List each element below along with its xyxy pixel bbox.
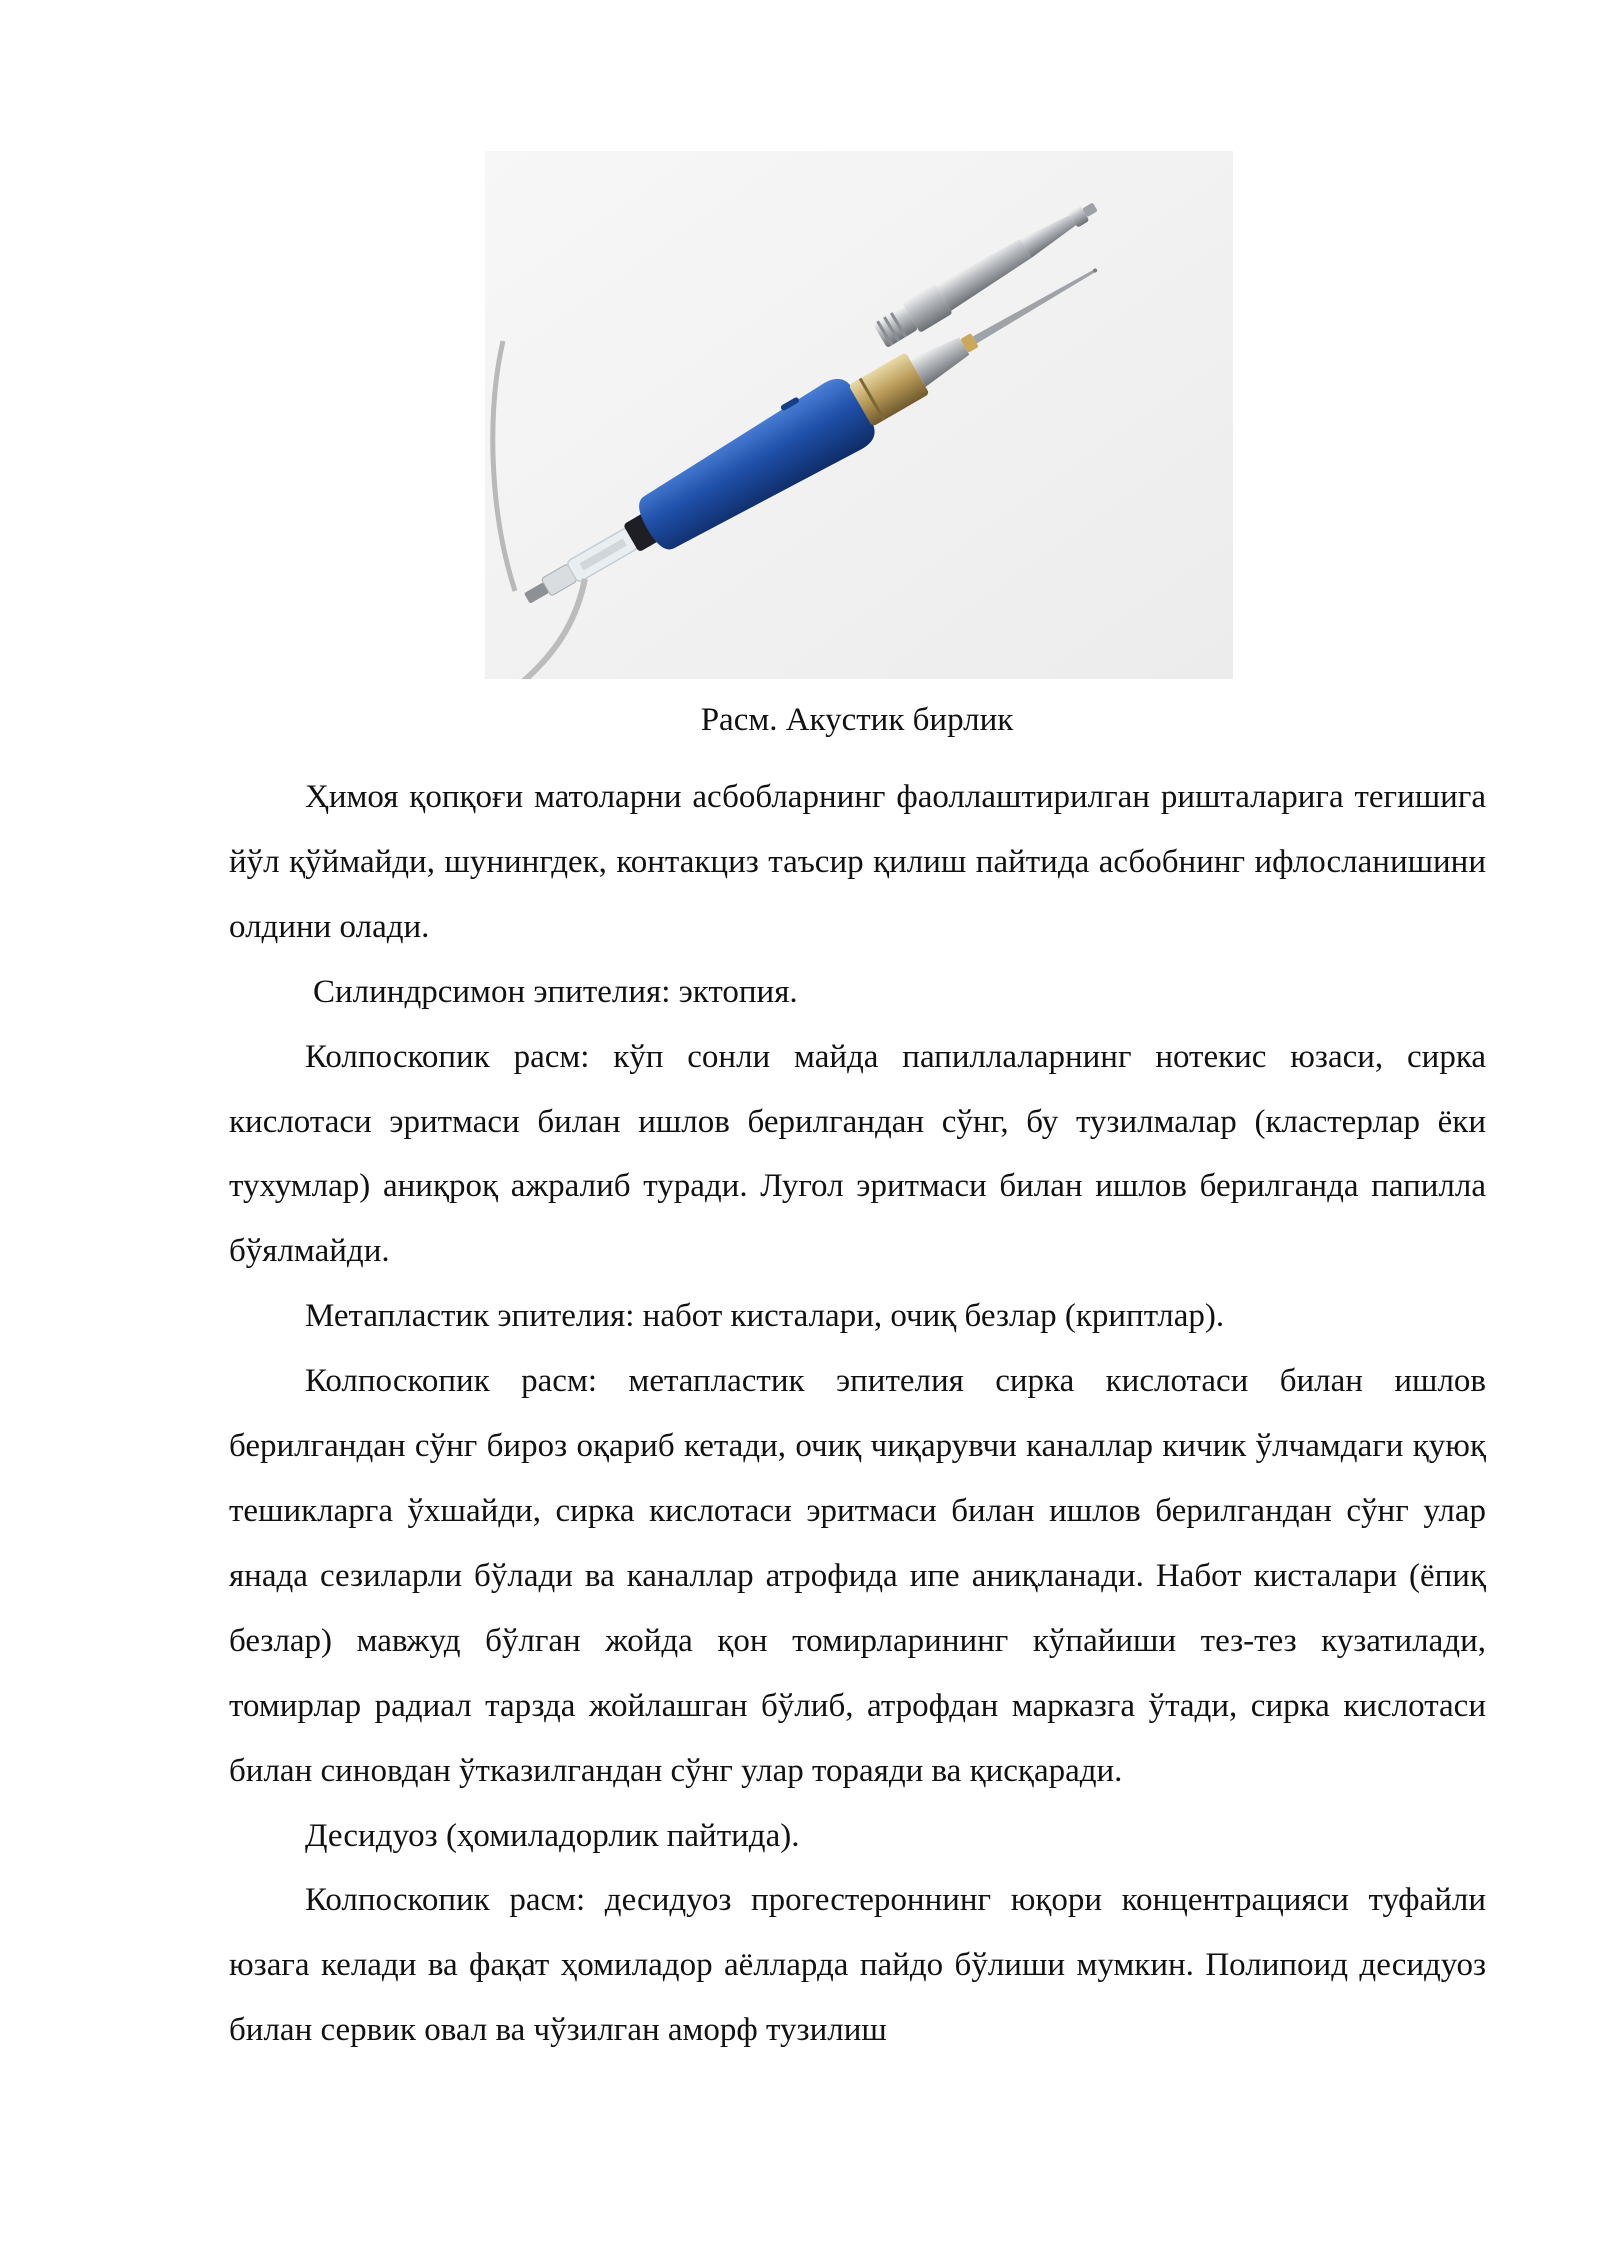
paragraph-colposcopic-metaplastic: Колпоскопик расм: метапластик эпителия сирка кислотаси билан ишлов берилгандан сўнг бироз оқариб кетади, очиқ чиқарувчи каналлар кичик ўлчамдаги қуюқ тешикларга ўхшайди, сирка кислотаси эритмаси билан ишлов берилгандан сўнг улар янада сезиларли бўлади ва каналлар атрофида ипе аниқланади. Набот кисталари (ёпиқ безлар) мавжуд бўлган жойда қон томирларининг кўпайиши тез-тез кузатилади, томирлар радиал тарзда жойлашган бўлиб, атрофдан марказга ўтади, сирка кислотаси билан синовдан ўтказилгандан сўнг улар тораяди ва қисқаради. bbox=[229, 1363, 1486, 1789]
heading-cylindrical-epithelium: Силиндрсимон эпителия: эктопия. bbox=[313, 973, 798, 1010]
paragraph-colposcopic-deciduosis: Колпоскопик расм: десидуоз прогестероннинг юқори концентрацияси туфайли юзага келади ва фақат ҳомиладор аёлларда пайдо бўлиши мумкин. Полипоид десидуоз билан сервик овал ва чўзилган аморф тузилиш bbox=[229, 1882, 1486, 2049]
paragraph-protective-cap: Ҳимоя қопқоғи матоларни асбобларнинг фаоллаштирилган ришталарига тегишига йўл қўймайди, шунингдек, контакциз таъсир қилиш пайтида асбобнинг ифлосланишини олдини олади. bbox=[229, 779, 1486, 945]
acoustic-unit-photo bbox=[485, 151, 1233, 679]
heading-deciduosis: Десидуоз (ҳомиладорлик пайтида). bbox=[305, 1817, 800, 1854]
figure-caption: Расм. Акустик бирлик bbox=[700, 702, 1014, 738]
acoustic-unit-illustration bbox=[485, 151, 1233, 679]
heading-metaplastic-epithelium: Метапластик эпителия: набот кисталари, очиқ безлар (криптлар). bbox=[305, 1298, 1225, 1335]
paragraph-colposcopic-ectopy: Колпоскопик расм: кўп сонли майда папиллаларнинг нотекис юзаси, сирка кислотаси эритмаси билан ишлов берилгандан сўнг, бу тузилмалар (кластерлар ёки тухумлар) аниқроқ ажралиб туради. Лугол эритмаси билан ишлов берилганда папилла бўялмайди. bbox=[229, 1038, 1486, 1270]
body-text bbox=[229, 765, 1486, 2063]
